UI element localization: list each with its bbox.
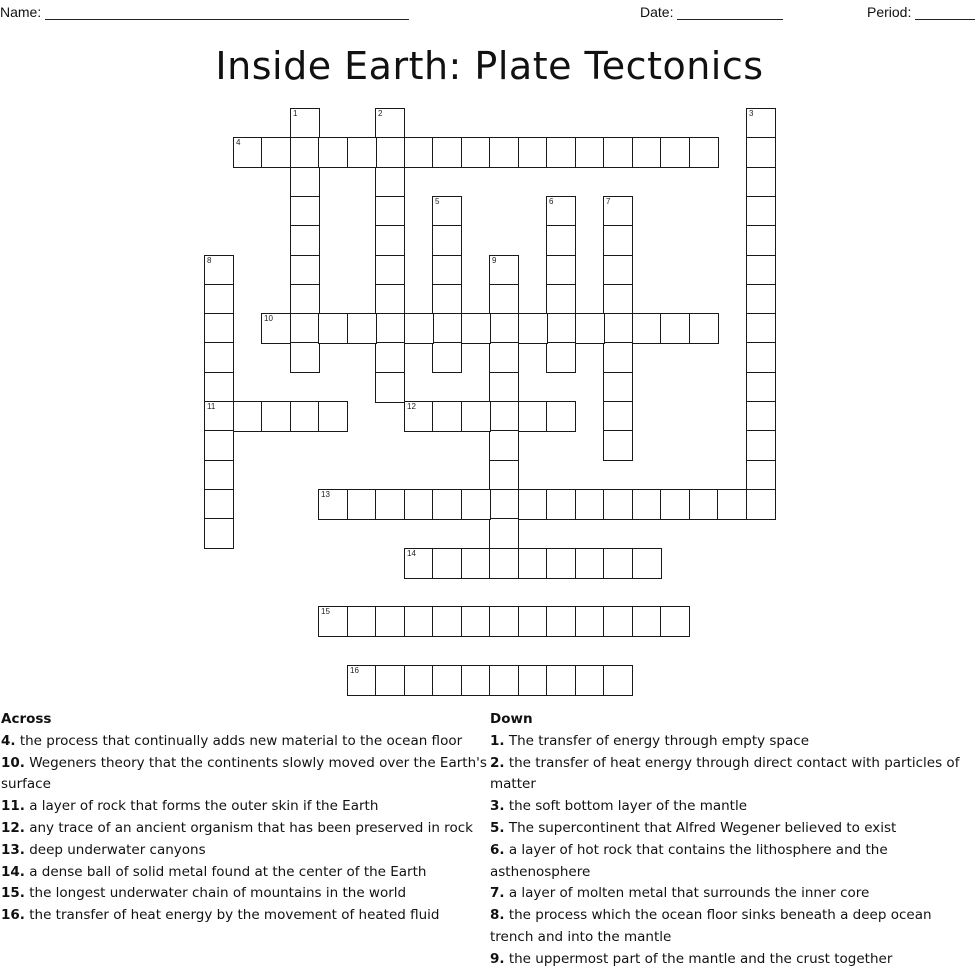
clue-text: the longest underwater chain of mountains in the world <box>24 885 407 902</box>
grid-cell[interactable] <box>318 489 348 520</box>
grid-cell[interactable] <box>603 606 633 637</box>
clue-num: 4. <box>1 732 16 749</box>
grid-cell[interactable] <box>489 313 519 344</box>
clue-number: 16 <box>350 666 359 675</box>
clue-text: the process that continually adds new material to the ocean floor <box>15 732 463 749</box>
grid-cell[interactable] <box>632 548 662 579</box>
grid-cell[interactable] <box>290 401 320 432</box>
clue-num: 5. <box>490 819 505 836</box>
across-clue <box>1 818 489 840</box>
clue-number: 11 <box>207 402 216 411</box>
grid-cell[interactable] <box>546 313 576 344</box>
clue-number: 15 <box>321 607 330 616</box>
down-clue <box>490 818 975 840</box>
grid-cell[interactable] <box>746 313 776 344</box>
clue-num: 10. <box>1 754 25 771</box>
grid-cell[interactable] <box>432 196 462 227</box>
grid-cell[interactable] <box>489 401 519 432</box>
grid-cell[interactable] <box>375 342 405 373</box>
grid-cell[interactable] <box>432 137 462 168</box>
grid-cell[interactable] <box>546 489 576 520</box>
grid-cell[interactable] <box>632 606 662 637</box>
clue-number: 8 <box>207 256 212 265</box>
across-clue-list <box>1 731 489 927</box>
grid-cell[interactable] <box>404 489 434 520</box>
grid-cell[interactable] <box>204 401 234 432</box>
down-clue <box>490 840 975 884</box>
grid-cell[interactable] <box>546 284 576 315</box>
grid-cell[interactable] <box>375 167 405 198</box>
grid-cell[interactable] <box>546 606 576 637</box>
down-clues <box>490 709 975 971</box>
grid-cell[interactable] <box>575 548 605 579</box>
clue-text: the process which the ocean floor sinks beneath a deep ocean trench and into the mantle <box>490 907 932 945</box>
grid-cell[interactable] <box>461 548 491 579</box>
across-clue <box>1 883 489 905</box>
clue-number: 14 <box>407 549 416 558</box>
grid-cell[interactable] <box>290 167 320 198</box>
grid-cell[interactable] <box>432 313 462 344</box>
clue-text: a layer of hot rock that contains the lithosphere and the asthenosphere <box>490 841 888 880</box>
grid-cell[interactable] <box>546 401 576 432</box>
clue-num: 11. <box>1 798 25 815</box>
clue-text: The supercontinent that Alfred Wegener believed to exist <box>504 819 897 836</box>
grid-cell[interactable] <box>603 401 633 432</box>
grid-cell[interactable] <box>603 665 633 696</box>
grid-cell[interactable] <box>347 665 377 696</box>
grid-cell[interactable] <box>204 430 234 461</box>
grid-cell[interactable] <box>632 313 662 344</box>
grid-cell[interactable] <box>404 401 434 432</box>
grid-cell[interactable] <box>404 137 434 168</box>
clue-num: 14. <box>1 863 25 880</box>
grid-cell[interactable] <box>290 342 320 373</box>
grid-cell[interactable] <box>204 284 234 315</box>
across-clue <box>1 753 489 797</box>
grid-cell[interactable] <box>518 665 548 696</box>
grid-cell[interactable] <box>746 196 776 227</box>
grid-cell[interactable] <box>546 255 576 286</box>
grid-cell[interactable] <box>717 489 747 520</box>
grid-cell[interactable] <box>575 313 605 344</box>
grid-cell[interactable] <box>546 196 576 227</box>
grid-cell[interactable] <box>489 665 519 696</box>
grid-cell[interactable] <box>290 108 320 139</box>
grid-cell[interactable] <box>432 665 462 696</box>
grid-cell[interactable] <box>318 137 348 168</box>
grid-cell[interactable] <box>603 342 633 373</box>
grid-cell[interactable] <box>204 489 234 520</box>
grid-cell[interactable] <box>746 489 776 520</box>
clue-text: the transfer of heat energy by the movement of heated fluid <box>24 907 440 924</box>
grid-cell[interactable] <box>518 313 548 344</box>
grid-cell[interactable] <box>347 489 377 520</box>
clue-num: 2. <box>490 754 505 771</box>
grid-cell[interactable] <box>689 489 719 520</box>
grid-cell[interactable] <box>518 606 548 637</box>
grid-cell[interactable] <box>432 255 462 286</box>
grid-cell[interactable] <box>261 137 291 168</box>
clue-num: 6. <box>490 841 505 858</box>
across-clue <box>1 905 489 927</box>
grid-cell[interactable] <box>603 196 633 227</box>
grid-cell[interactable] <box>489 342 519 373</box>
grid-cell[interactable] <box>746 137 776 168</box>
date-label: Date: <box>640 4 674 20</box>
clue-text: the soft bottom layer of the mantle <box>504 798 748 815</box>
grid-cell[interactable] <box>660 606 690 637</box>
grid-cell[interactable] <box>204 518 234 549</box>
grid-cell[interactable] <box>546 548 576 579</box>
grid-cell[interactable] <box>204 313 234 344</box>
grid-cell[interactable] <box>375 137 405 168</box>
clue-num: 15. <box>1 885 25 902</box>
grid-cell[interactable] <box>290 196 320 227</box>
clue-text: any trace of an ancient organism that has been preserved in rock <box>24 819 473 836</box>
grid-cell[interactable] <box>233 137 263 168</box>
grid-cell[interactable] <box>204 342 234 373</box>
clue-number: 4 <box>236 138 241 147</box>
clue-num: 9. <box>490 950 505 967</box>
grid-cell[interactable] <box>746 108 776 139</box>
grid-cell[interactable] <box>347 606 377 637</box>
grid-cell[interactable] <box>404 606 434 637</box>
grid-cell[interactable] <box>603 548 633 579</box>
grid-cell[interactable] <box>375 196 405 227</box>
grid-cell[interactable] <box>546 342 576 373</box>
clue-num: 8. <box>490 907 505 924</box>
down-clue <box>490 753 975 797</box>
clue-number: 5 <box>435 197 440 206</box>
grid-cell[interactable] <box>489 548 519 579</box>
down-clue <box>490 905 975 949</box>
grid-cell[interactable] <box>632 489 662 520</box>
grid-cell[interactable] <box>318 401 348 432</box>
grid-cell[interactable] <box>489 518 519 549</box>
clue-number: 2 <box>378 109 383 118</box>
grid-cell[interactable] <box>489 489 519 520</box>
grid-cell[interactable] <box>518 401 548 432</box>
grid-cell[interactable] <box>689 137 719 168</box>
clue-num: 3. <box>490 798 505 815</box>
grid-cell[interactable] <box>489 284 519 315</box>
grid-cell[interactable] <box>461 313 491 344</box>
grid-cell[interactable] <box>603 225 633 256</box>
across-clue <box>1 731 489 753</box>
clue-text: Wegeners theory that the continents slowly moved over the Earth's surface <box>1 754 487 793</box>
clue-number: 9 <box>492 256 497 265</box>
grid-cell[interactable] <box>746 284 776 315</box>
down-clue <box>490 883 975 905</box>
grid-cell[interactable] <box>461 401 491 432</box>
grid-cell[interactable] <box>660 313 690 344</box>
grid-cell[interactable] <box>375 284 405 315</box>
grid-cell[interactable] <box>603 372 633 403</box>
grid-cell[interactable] <box>575 665 605 696</box>
grid-cell[interactable] <box>204 460 234 491</box>
grid-cell[interactable] <box>518 548 548 579</box>
grid-cell[interactable] <box>318 313 348 344</box>
grid-cell[interactable] <box>404 313 434 344</box>
clue-text: a layer of molten metal that surrounds the inner core <box>504 885 870 902</box>
grid-cell[interactable] <box>432 606 462 637</box>
grid-cell[interactable] <box>746 167 776 198</box>
grid-cell[interactable] <box>432 401 462 432</box>
grid-cell[interactable] <box>404 548 434 579</box>
grid-cell[interactable] <box>375 313 405 344</box>
clue-num: 1. <box>490 732 505 749</box>
grid-cell[interactable] <box>204 255 234 286</box>
clue-number: 6 <box>549 197 554 206</box>
grid-cell[interactable] <box>518 137 548 168</box>
grid-cell[interactable] <box>290 284 320 315</box>
grid-cell[interactable] <box>461 489 491 520</box>
grid-cell[interactable] <box>461 606 491 637</box>
grid-cell[interactable] <box>432 342 462 373</box>
grid-cell[interactable] <box>746 430 776 461</box>
grid-cell[interactable] <box>546 137 576 168</box>
grid-cell[interactable] <box>375 606 405 637</box>
clue-number: 10 <box>264 314 273 323</box>
grid-cell[interactable] <box>632 137 662 168</box>
grid-cell[interactable] <box>489 460 519 491</box>
grid-cell[interactable] <box>290 313 320 344</box>
grid-cell[interactable] <box>575 606 605 637</box>
grid-cell[interactable] <box>603 313 633 344</box>
grid-cell[interactable] <box>461 665 491 696</box>
grid-cell[interactable] <box>746 342 776 373</box>
clue-number: 7 <box>606 197 611 206</box>
down-clue <box>490 731 975 753</box>
clue-num: 13. <box>1 841 25 858</box>
clue-number: 13 <box>321 490 330 499</box>
period-label: Period: <box>867 4 912 20</box>
grid-cell[interactable] <box>432 548 462 579</box>
grid-cell[interactable] <box>375 108 405 139</box>
clue-text: the uppermost part of the mantle and the crust together <box>504 950 893 967</box>
grid-cell[interactable] <box>261 313 291 344</box>
grid-cell[interactable] <box>375 665 405 696</box>
down-clue <box>490 796 975 818</box>
grid-cell[interactable] <box>518 489 548 520</box>
grid-cell[interactable] <box>347 313 377 344</box>
down-clue <box>490 949 975 971</box>
grid-cell[interactable] <box>261 401 291 432</box>
grid-cell[interactable] <box>375 225 405 256</box>
clue-num: 16. <box>1 907 25 924</box>
grid-cell[interactable] <box>603 430 633 461</box>
down-clue-list <box>490 731 975 971</box>
grid-cell[interactable] <box>233 401 263 432</box>
grid-cell[interactable] <box>489 606 519 637</box>
grid-cell[interactable] <box>404 665 434 696</box>
clue-text: the transfer of heat energy through direct contact with particles of matter <box>490 754 960 793</box>
clue-number: 12 <box>407 402 416 411</box>
clue-text: a layer of rock that forms the outer skin if the Earth <box>24 798 379 815</box>
grid-cell[interactable] <box>375 255 405 286</box>
grid-cell[interactable] <box>603 255 633 286</box>
grid-cell[interactable] <box>347 137 377 168</box>
grid-cell[interactable] <box>489 255 519 286</box>
grid-cell[interactable] <box>546 225 576 256</box>
grid-cell[interactable] <box>489 430 519 461</box>
grid-cell[interactable] <box>660 489 690 520</box>
across-clue <box>1 862 489 884</box>
grid-cell[interactable] <box>660 137 690 168</box>
grid-cell[interactable] <box>489 137 519 168</box>
across-clues <box>1 709 489 927</box>
grid-cell[interactable] <box>575 489 605 520</box>
clue-num: 12. <box>1 819 25 836</box>
grid-cell[interactable] <box>318 606 348 637</box>
clue-text: a dense ball of solid metal found at the center of the Earth <box>24 863 427 880</box>
grid-cell[interactable] <box>689 313 719 344</box>
grid-cell[interactable] <box>575 137 605 168</box>
grid-cell[interactable] <box>603 137 633 168</box>
grid-cell[interactable] <box>375 372 405 403</box>
across-clue <box>1 796 489 818</box>
clue-number: 1 <box>293 109 298 118</box>
clue-num: 7. <box>490 885 505 902</box>
grid-cell[interactable] <box>290 137 320 168</box>
grid-cell[interactable] <box>746 255 776 286</box>
page-title: Inside Earth: Plate Tectonics <box>215 44 764 88</box>
across-clue <box>1 840 489 862</box>
grid-cell[interactable] <box>489 372 519 403</box>
grid-cell[interactable] <box>746 460 776 491</box>
grid-cell[interactable] <box>746 225 776 256</box>
clue-text: The transfer of energy through empty space <box>504 732 809 749</box>
grid-cell[interactable] <box>375 489 405 520</box>
grid-cell[interactable] <box>432 225 462 256</box>
down-heading: Down <box>490 711 533 727</box>
grid-cell[interactable] <box>546 665 576 696</box>
grid-cell[interactable] <box>432 489 462 520</box>
grid-cell[interactable] <box>290 225 320 256</box>
grid-cell[interactable] <box>432 284 462 315</box>
grid-cell[interactable] <box>603 489 633 520</box>
grid-cell[interactable] <box>204 372 234 403</box>
clue-number: 3 <box>749 109 754 118</box>
clue-text: deep underwater canyons <box>24 841 206 858</box>
grid-cell[interactable] <box>290 255 320 286</box>
grid-cell[interactable] <box>461 137 491 168</box>
grid-cell[interactable] <box>746 372 776 403</box>
across-heading: Across <box>1 711 52 727</box>
grid-cell[interactable] <box>603 284 633 315</box>
name-label: Name: <box>0 4 42 20</box>
grid-cell[interactable] <box>746 401 776 432</box>
